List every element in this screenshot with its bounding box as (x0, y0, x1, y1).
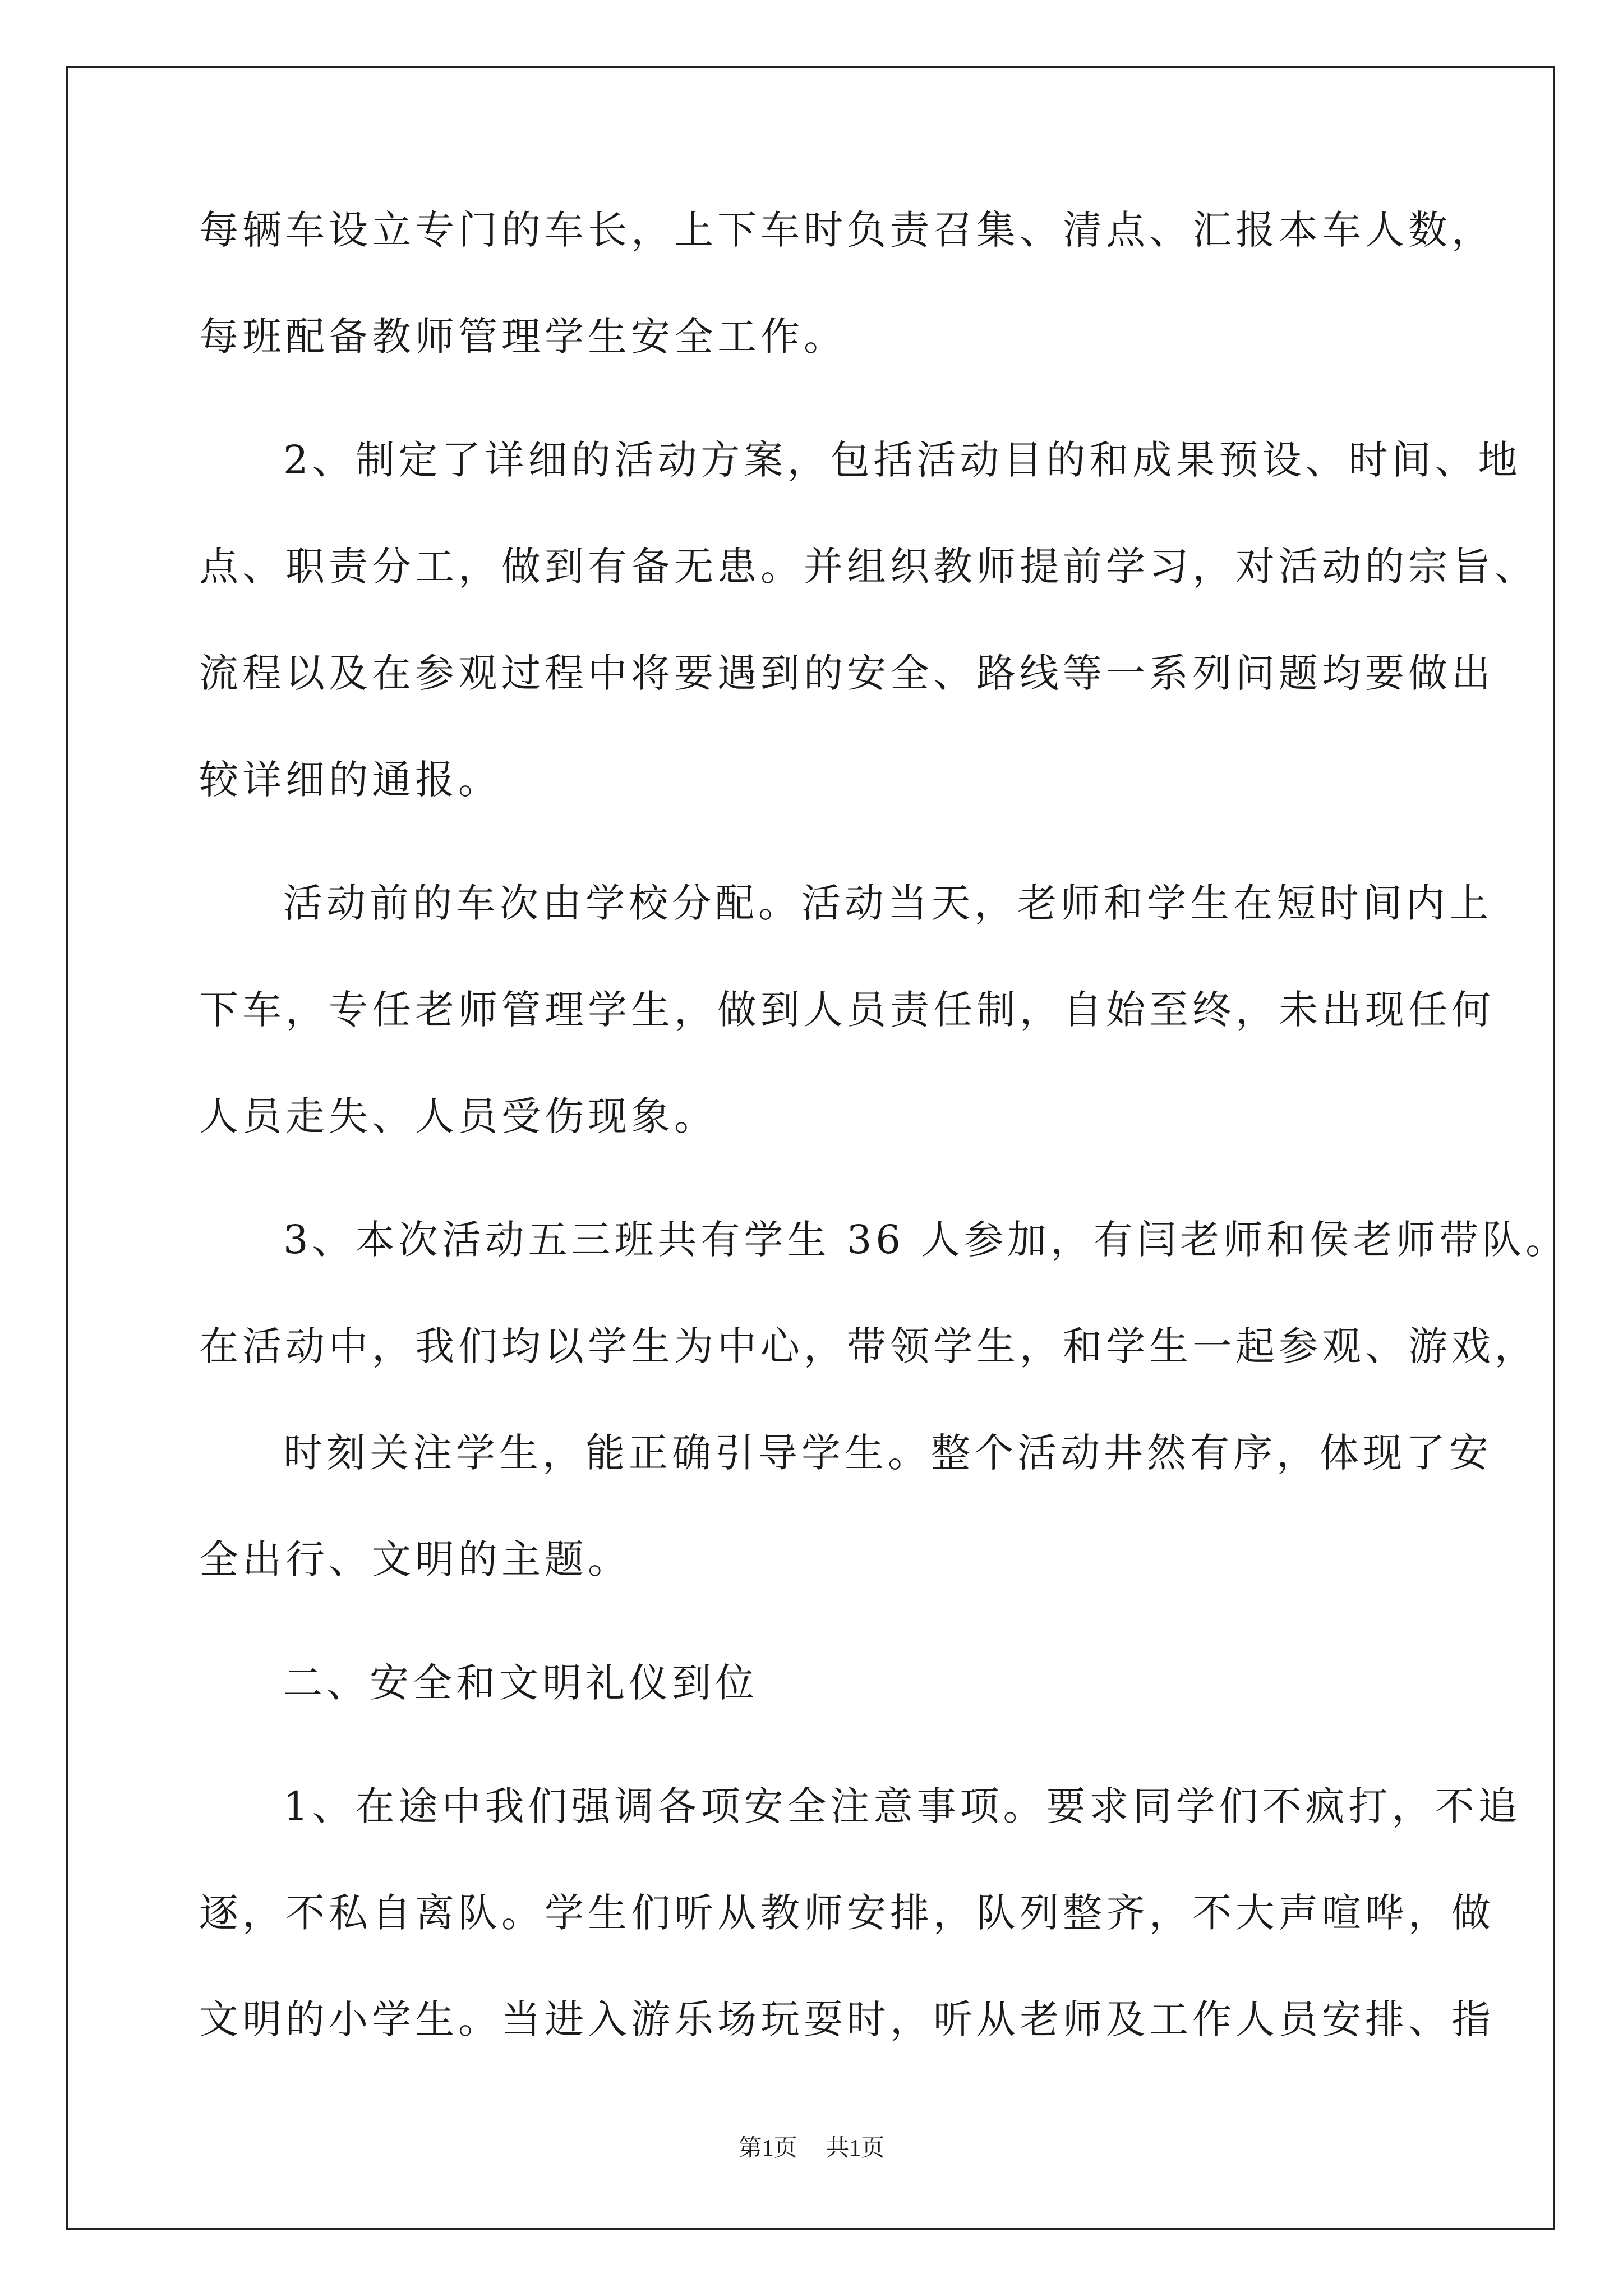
page-number-total: 共1页 (826, 2136, 885, 2161)
text-line: 下车，专任老师管理学生，做到人员责任制，自始至终，未出现任何 (199, 987, 1495, 1033)
page-number-current: 第1页 (738, 2136, 797, 2161)
text-line: 逐，不私自离队。学生们听从教师安排，队列整齐，不大声喧哗，做 (199, 1890, 1495, 1936)
page-footer (0, 2132, 1623, 2165)
text-line: 3、本次活动五三班共有学生 36 人参加，有闫老师和侯老师带队。 (283, 1217, 1569, 1263)
text-line: 较详细的通报。 (199, 757, 501, 803)
text-line: 每班配备教师管理学生安全工作。 (199, 314, 847, 360)
text-line: 1、在途中我们强调各项安全注意事项。要求同学们不疯打，不追 (283, 1783, 1521, 1829)
text-line: 流程以及在参观过程中将要遇到的安全、路线等一系列问题均要做出 (199, 650, 1495, 696)
text-line: 每辆车设立专门的车长，上下车时负责召集、清点、汇报本车人数， (199, 207, 1495, 253)
text-line: 活动前的车次由学校分配。活动当天，老师和学生在短时间内上 (283, 880, 1492, 926)
text-line: 点、职责分工，做到有备无患。并组织教师提前学习，对活动的宗旨、 (199, 544, 1538, 590)
text-line: 在活动中，我们均以学生为中心，带领学生，和学生一起参观、游戏， (199, 1323, 1538, 1369)
text-line: 时刻关注学生，能正确引导学生。整个活动井然有序，体现了安 (283, 1430, 1492, 1476)
text-line: 全出行、文明的主题。 (199, 1536, 631, 1582)
text-line: 人员走失、人员受伤现象。 (199, 1093, 717, 1139)
text-line: 文明的小学生。当进入游乐场玩耍时，听从老师及工作人员安排、指 (199, 1996, 1495, 2042)
section-heading: 二、安全和文明礼仪到位 (283, 1660, 758, 1706)
text-line: 2、制定了详细的活动方案，包括活动目的和成果预设、时间、地 (283, 437, 1521, 483)
